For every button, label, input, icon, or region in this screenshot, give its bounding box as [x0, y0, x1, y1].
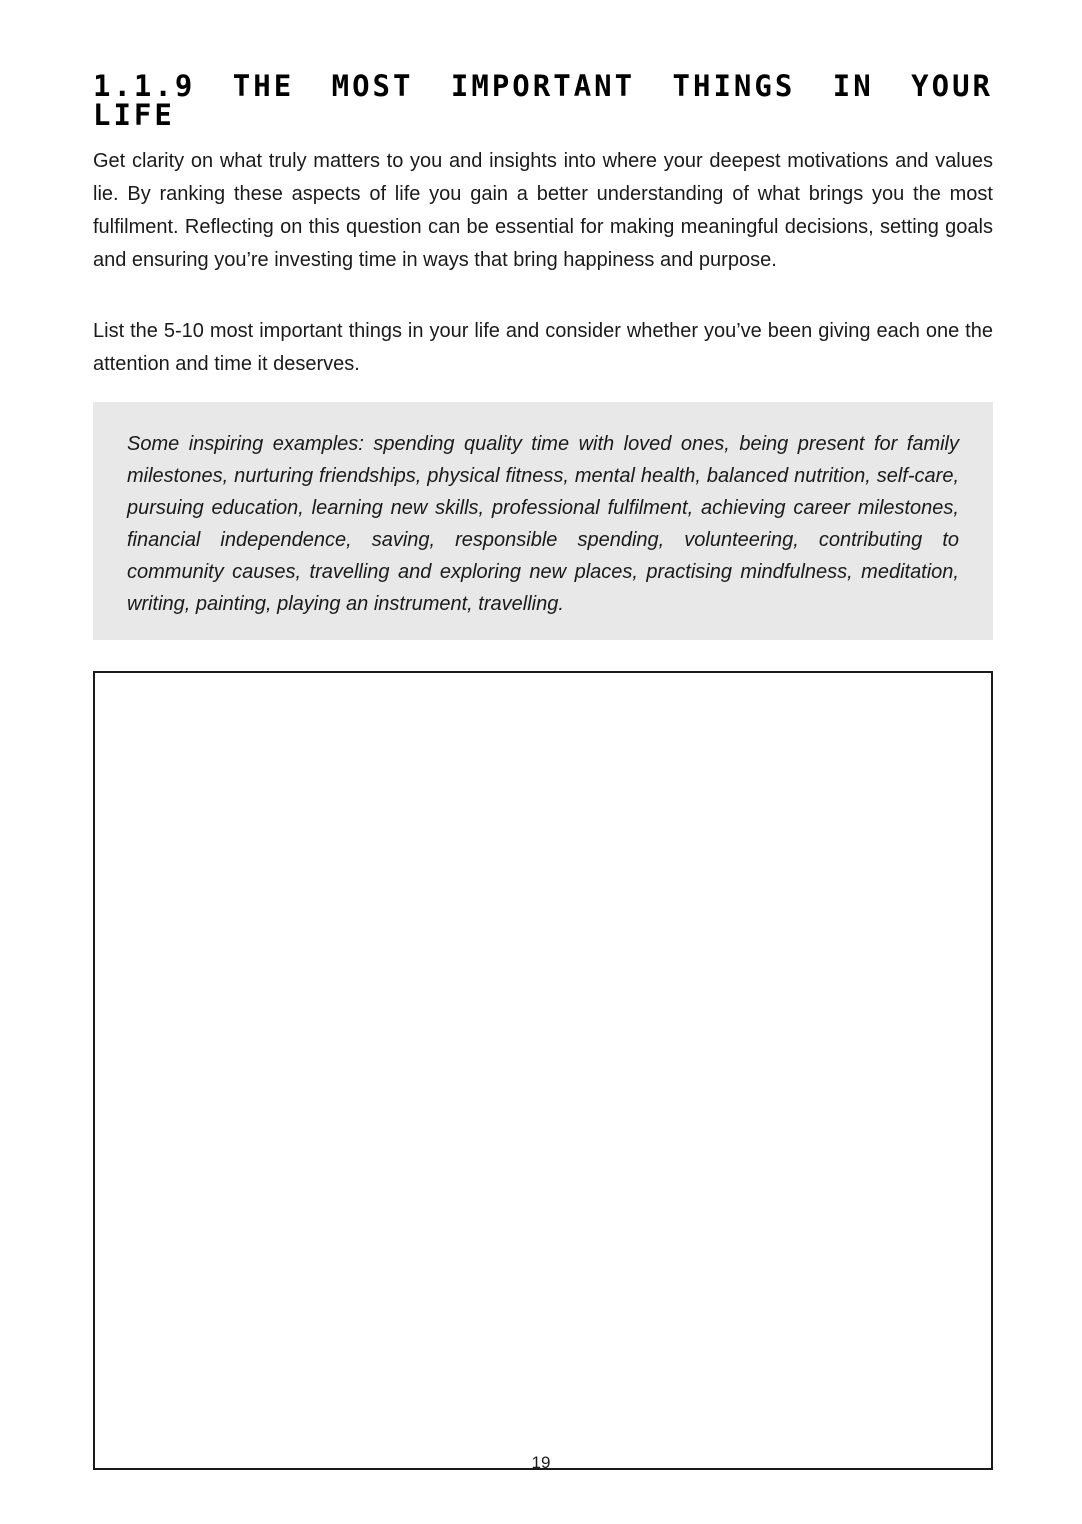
page-content	[93, 0, 993, 1470]
section-heading: 1.1.9 THE MOST IMPORTANT THINGS IN YOUR LIFE	[93, 69, 993, 132]
task-paragraph: List the 5-10 most important things in your life and consider whether you’ve been giving each one the attention and time it deserves.	[93, 320, 993, 375]
intro-paragraph: Get clarity on what truly matters to you and insights into where your deepest motivations and values lie. By ranking these aspects of life you gain a better understanding of what brings you the most fulfilment. Reflecting on this question can be essential for making meaningful decisions, setting goals and ensuring you’re investing time in ways that bring happiness and purpose.	[93, 150, 993, 271]
examples-note	[93, 402, 993, 640]
page-number: 19	[531, 1453, 551, 1472]
examples-note-text: Some inspiring examples: spending quality time with loved ones, being present for family milestones, nurturing friendships, physical fitness, mental health, balanced nutrition, self-care, pursuing education, learning new skills, professional fulfilment, achieving career milestones, financial independence, saving, responsible spending, volunteering, contributing to community causes, travelling and exploring new places, practising mindfulness, meditation, writing, painting, playing an instrument, travelling.	[127, 433, 959, 615]
answer-box[interactable]	[93, 671, 993, 1470]
